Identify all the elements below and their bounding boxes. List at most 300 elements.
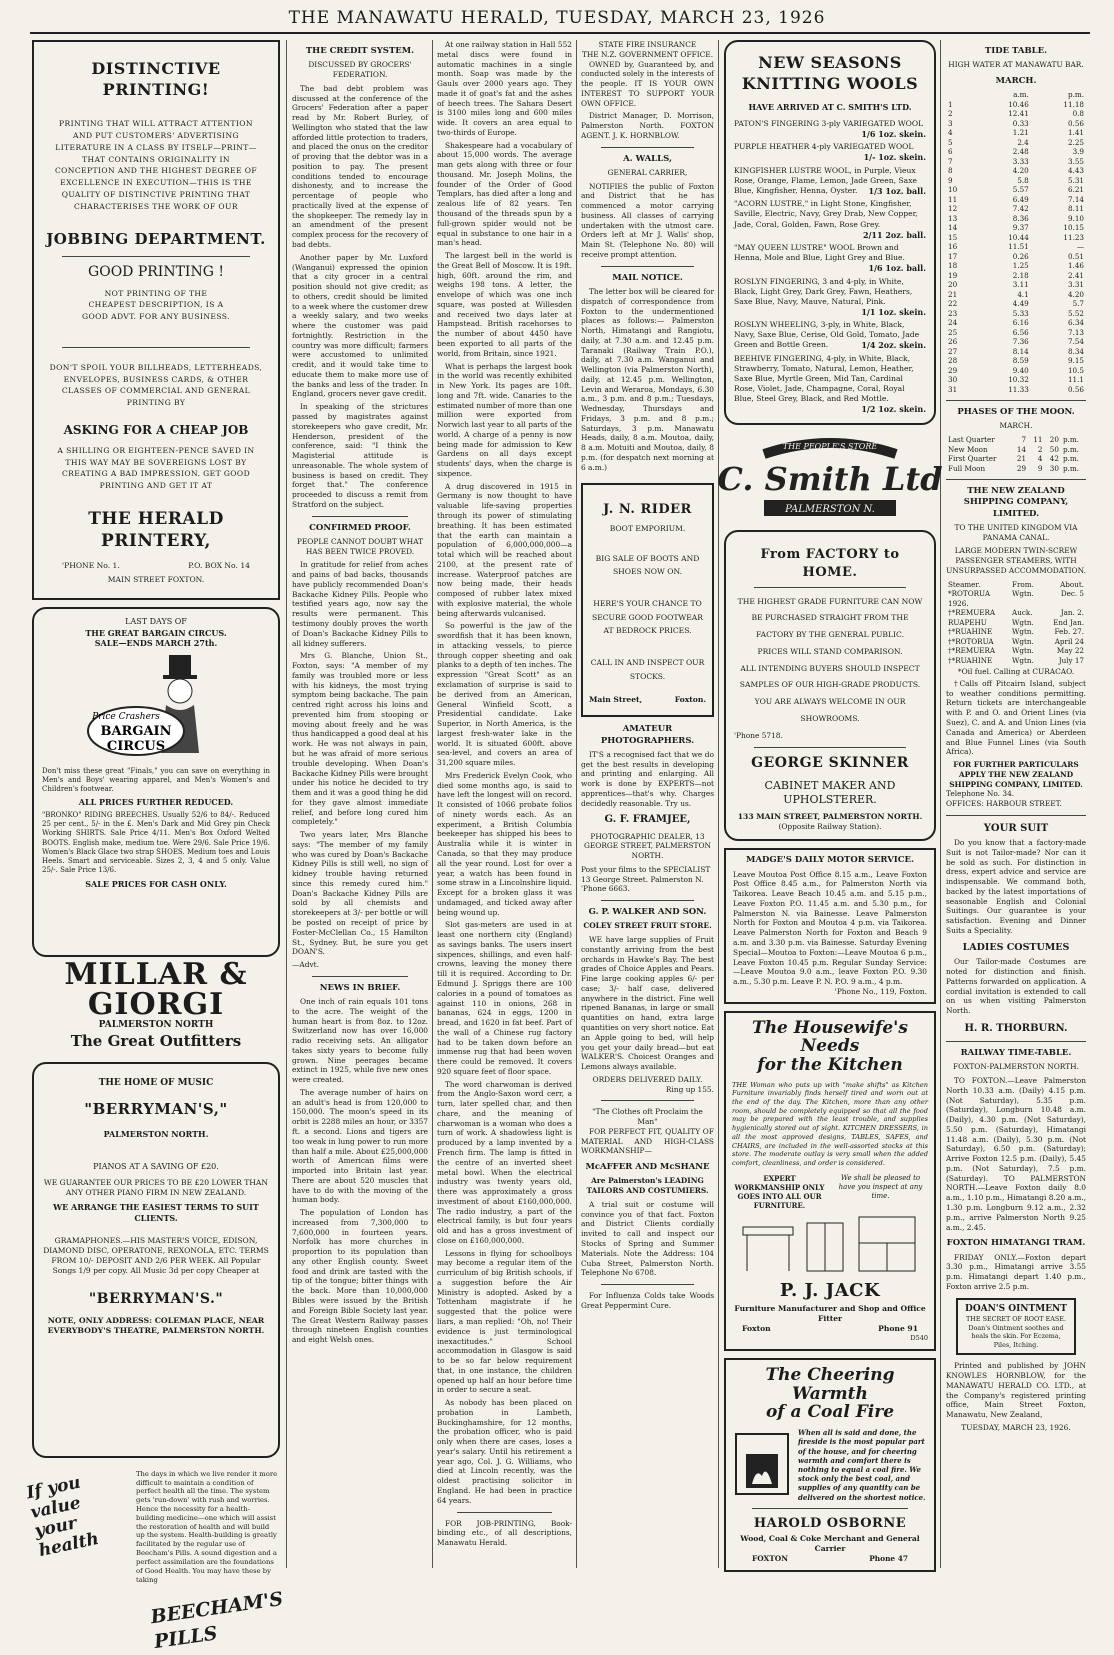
divider — [62, 347, 250, 348]
ship-offices: OFFICES: HARBOUR STREET. — [946, 799, 1062, 809]
tram-heading: FOXTON HIMATANGI TRAM. — [946, 1238, 1086, 1249]
tide-row — [946, 366, 1086, 376]
ship-further: FOR FURTHER PARTICULARS APPLY THE NEW ZEALAND SHIPPING COMPANY, LIMITED. — [949, 760, 1083, 789]
tide-row-cell: 8.11 — [1067, 204, 1084, 214]
jack-name: P. J. JACK — [779, 1279, 881, 1301]
tide-row-cell: 0.26 — [1012, 251, 1029, 261]
tide-row-cell: 7.54 — [1067, 337, 1084, 347]
tide-row — [946, 223, 1086, 233]
tide-row — [946, 195, 1086, 205]
rail-heading: RAILWAY TIME-TABLE. — [960, 1048, 1072, 1059]
column-divider — [940, 40, 941, 1568]
credit-subheading: DISCUSSED BY GROCERS' FEDERATION. — [308, 60, 412, 79]
divider — [62, 256, 250, 257]
madge-body: Leave Moutoa Post Office 8.15 a.m., Leave Foxton Post Office 8.45 a.m., for Palmerston North via Taikorea. Leave Beach 10.45 a.m. and 5.15 p.m., Leave Foxton P.O. 11.45 a.m. and 5.30 p.m., for Palmerston N. via Bainesse. Leave Palmerston North for Foxton and Moutoa 4 p.m. via Taikorea. Leave Palmerston North for Foxton and Beach 9 a.m. and 3.30 p.m. via Bainesse. Saturday Evening Special—Moutoa to Foxton:—Leave Moutoa 6 p.m., Leave Foxton 10.45 p.m. Regular Sunday Service:—Leave Moutoa 9.0 a.m., leave Foxton P.O. 9.30 a.m., 5.30 p.m. Leave P. N. P.O. 9 a.m., 4 p.m. — [733, 869, 927, 987]
tide-row-cell: 5.7 — [1072, 299, 1084, 309]
coal-title-2: of a Coal Fire — [765, 1402, 895, 1423]
framjee-post: Post your films to the SPECIALIST — [581, 864, 711, 874]
moon-table — [946, 435, 1086, 473]
moon-row — [946, 445, 1086, 455]
tide-row-cell: 6.34 — [1067, 318, 1084, 328]
tide-row-cell: 3.31 — [1067, 280, 1084, 290]
brief-para: So powerful is the jaw of the swordfish that it has been known, in attacking vessels, to pierce through copper sheeting and oak planks to a depth of ten inches. The expression "Great Scott" as an exclamation of surprise is said to be derived from an American, General Winfield Scott, a Presidential candidate. Lake Superior, in North America, is the largest fresh-water lake in the world. It is situated 600ft. above sea-level, and covers an area of 31,200 square miles. — [437, 621, 572, 768]
divider — [457, 1512, 552, 1513]
good-printing: GOOD PRINTING ! — [88, 264, 224, 281]
column-5 — [717, 40, 943, 1568]
coal-body: When all is said and done, the fireside is the most popular part of the house, and for cheering warmth and comfort there is nothing to equal a coal fire. We stock only the best coal, and supplies of any quantity can be delivered on the shortest notice. — [798, 1428, 926, 1502]
tide-row-cell: 28 — [948, 356, 958, 366]
rider-sub: BOOT EMPORIUM. — [609, 523, 686, 533]
ship-row — [946, 589, 1086, 599]
tide-row-cell: 8.34 — [1067, 346, 1084, 356]
ship-row-cell: Wgtn. — [1012, 617, 1034, 627]
tide-row-cell: 1 — [948, 99, 953, 109]
tide-row-cell: 22 — [948, 299, 958, 309]
tide-row — [946, 242, 1086, 252]
tide-row — [946, 318, 1086, 328]
wool-name: "MAY QUEEN LUSTRE" WOOL Brown and Henna, Mole and Blue, Light Grey and Blue. — [734, 243, 905, 263]
moon-row — [946, 464, 1086, 474]
divider — [601, 1284, 694, 1285]
ship-row-cell: *ROTORUA — [948, 589, 991, 599]
ship-row — [946, 608, 1086, 618]
skinner-address: 133 MAIN STREET, PALMERSTON NORTH. — [737, 811, 923, 821]
tide-row-cell: 5.33 — [1012, 308, 1029, 318]
moon-row — [946, 435, 1086, 445]
ladies-heading: LADIES COSTUMES — [962, 941, 1070, 953]
ship-row — [946, 599, 1086, 609]
ship-row-cell: Dec. 5 — [1060, 589, 1084, 599]
moon-row-cell: Full Moon — [948, 463, 986, 473]
brief-para: Slot gas-meters are used in at least one northern city (England) as savings banks. The users insert sixpences, shillings, and even half-crowns, leaving the money there till it is required. According to Dr. Edmund J. Spriggs there are 100 calories in a pound of tomatoes as against 110 in onions, 268 in bananas, 624 in eggs, 1200 in bread, and 1620 in fat beef. Part of the wall of a Chinese rug factory had to be taken down before an immense rug that had been woven there could be removed. It covers 920 square feet of floor space. — [437, 920, 572, 1076]
asking-cheap: ASKING FOR A CHEAP JOB — [63, 422, 249, 437]
tide-row-cell: 7 — [948, 156, 953, 166]
tide-row-cell: 1.25 — [1012, 261, 1029, 271]
moon-row-cell: 50 — [1049, 444, 1059, 454]
tide-row-cell: 26 — [948, 337, 958, 347]
tide-row-cell: 6 — [948, 147, 953, 157]
ship-telephone: Telephone No. 34. — [946, 789, 1015, 799]
moon-row-cell: 11 — [1033, 435, 1043, 445]
tide-col-pm: p.m. — [1068, 90, 1084, 100]
printery-pobox: P.O. BOX No. 14 — [188, 560, 250, 570]
jack-trade: Furniture Manufacturer and Shop and Office Fitter — [734, 1304, 926, 1324]
tide-row-cell: 16 — [948, 242, 958, 252]
divider — [754, 587, 906, 588]
printery-phone: 'PHONE No. 1. — [62, 560, 120, 570]
wool-name: KINGFISHER LUSTRE WOOL, in Purple, Vieux Rose, Orange, Flame, Lemon, Jade Green, Saxe Blue, Kingfisher, Henna, Oyster. — [734, 165, 917, 195]
beecham-ad — [24, 1469, 285, 1653]
ship-row-cell: Wgtn. — [1012, 655, 1034, 665]
walker-heading: G. P. WALKER AND SON. — [588, 907, 707, 918]
clothes-quote: "The Clothes oft Proclaim the Man" — [592, 1107, 703, 1127]
wool-price: 1/1 1oz. skein. — [861, 306, 926, 317]
divider — [601, 900, 694, 901]
stfi-heading-2: THE N.Z. GOVERNMENT OFFICE. — [581, 49, 714, 59]
jack-town: Foxton — [742, 1324, 771, 1334]
walls-body: NOTIFIES the public of Foxton and District that he has commenced a motor carrying business. All classes of carrying undertaken with the utmost care. Orders left at Mr J. Walls' shop, Main St. (Telephone No. 80) will receive prompt attention. — [581, 181, 714, 259]
tide-row — [946, 385, 1086, 395]
mail-body: The letter box will be cleared for dispatch of correspondence from Foxton to the undermentioned places as follows:— Palmerston North, Himatangi and Rangiotu, daily, at 7.30 a.m. and 12.45 p.m. Taranaki (Railway Train P.O.), daily, at 7.30 a.m. Wanganui and Wellington (via Palmerston North), daily, at 12.45 p.m. Wellington, Levin and Weraroa, Mondays, 6.30 a.m., 3 p.m. and 8 p.m.; Tuesdays, Wednesday, Thursdays and Fridays, 3 p.m. and 8 p.m.; Saturdays, 3 p.m. Manawatu Heads, daily, 8 a.m. Moutoa, daily, 8 a.m. Motuiti and Moutoa, daily, 8 p.m. (for despatch next morning at 6 a.m.) — [581, 286, 714, 472]
osborne-town: FOXTON — [752, 1554, 788, 1564]
walker-subheading: COLEY STREET FRUIT STORE. — [583, 921, 712, 931]
tide-row-cell: 10.44 — [1008, 232, 1029, 242]
wool-name: PURPLE HEATHER 4-ply VARIEGATED WOOL — [734, 142, 914, 152]
rider-town: Foxton. — [674, 695, 706, 705]
tide-row-cell: 3.11 — [1012, 280, 1029, 290]
walker-ring: Ring up 155. — [665, 1084, 714, 1094]
tide-row-cell: 6.16 — [1012, 318, 1029, 328]
tide-row-cell: 2 — [948, 109, 953, 119]
proof-para: Mrs G. Blanche, Union St., Foxton, says: "A member of my family was troubled more or less with his kidneys, the most trying symptom being backache. The pain centred right across his loins and prevented him from stooping or moving about freely and he was thus handicapped a good deal at his work. He was not always in pain, but he was afraid of more serious trouble developing. When Doan's Backache Kidney Pills were brought under his notice he decided to try them and it was a good thing he did for they gave almost immediate relief, and before long cured him completely." — [292, 651, 428, 827]
wool-item — [734, 354, 926, 415]
tide-row-cell: 2.41 — [1067, 270, 1084, 280]
news-heading: NEWS IN BRIEF. — [319, 982, 401, 993]
circus-banner-2b: CIRCUS — [106, 738, 166, 754]
tide-row-cell: 4.1 — [1017, 289, 1029, 299]
divider — [601, 1100, 694, 1101]
wool-title-2: KNITTING WOOLS — [741, 74, 919, 94]
wool-item — [734, 320, 926, 351]
printing-title: DISTINCTIVE PRINTING! — [91, 59, 221, 100]
herald-printery: THE HERALD PRINTERY, — [88, 508, 224, 552]
stfi-heading-1: STATE FIRE INSURANCE — [598, 40, 697, 49]
wool-price: 1/4 2oz. skein. — [861, 340, 926, 351]
beecham-script: If you value your health — [24, 1472, 101, 1561]
tide-row — [946, 252, 1086, 262]
imprint: Printed and published by JOHN KNOWLES HORNBLOW, for the MANAWATU HERALD CO. LTD., at the Company's registered printing office, Main Street Foxton, Manawatu, New Zealand, — [946, 1361, 1086, 1420]
wool-ad — [724, 40, 936, 425]
osborne-phone: Phone 47 — [869, 1554, 908, 1564]
wool-price: 2/11 2oz. ball. — [862, 229, 926, 240]
column-4 — [581, 40, 714, 1568]
ship-row-cell: April 24 — [1054, 636, 1084, 646]
fireplace-illustration — [732, 1428, 792, 1498]
printing-ad — [32, 40, 280, 600]
wool-arrived: HAVE ARRIVED AT C. SMITH'S LTD. — [748, 102, 912, 113]
mcaffer-body: A trial suit or costume will convince you of that fact. Foxton and District Clients cordially invited to call and inspect our Stocks of Spring and Summer Materials. Note the Address: 104 Cuba Street, Palmerston North. Telephone No 6708. — [581, 1199, 714, 1278]
coal-title-1: The Cheering Warmth — [765, 1365, 895, 1404]
news-para: One inch of rain equals 101 tons to the acre. The weight of the human heart is from 8oz. to 12oz. Switzerland now has over 16,000 radio receiving sets. An alligator takes sixty years to become fully grown. Nine peerages became extinct in 1925, while five new ones were created. — [292, 997, 428, 1085]
tide-row-cell: 7.42 — [1012, 204, 1029, 214]
proof-para: Two years later, Mrs Blanche says: "The member of my family who was cured by Doan's Backache Kidney Pills is still well, no sign of kidney trouble having returned since this remedy cured him." Doan's Backache Kidney Pills are sold by all chemists and storekeepers at 3/- per bottle or will be posted on receipt of price by Foster-McClellan Co., 15 Hamilton St., Sydney. But, be sure you get DOAN'S. — [292, 830, 428, 957]
rider-street: Main Street, — [589, 695, 643, 705]
tide-row — [946, 309, 1086, 319]
ship-row — [946, 627, 1086, 637]
brief-para: Shakespeare had a vocabulary of about 15,000 words. The average man gets along with three or four thousand. Mr. Joseph Molins, the founder of the Order of Good Templars, has died after a long and zealous life of 82 years. Ten thousand of the threads spun by a full-grown spider would not be equal in substance to one hair in a man's head. — [437, 140, 572, 248]
ship-row-cell: May 22 — [1056, 646, 1084, 656]
tide-row — [946, 157, 1086, 167]
ship-row-cell — [1042, 599, 1086, 609]
credit-para: The bad debt problem was discussed at the conference of the Grocers' Federation after a paper read by Mr. Robert Burley, of Wellington who stated that the law afforded little protection to traders, and placed the onus on the creditor of proving that the debtor was in a position to pay. The present conditions tended to encourage dishonesty, and to increase the percentage of people who practically lived at the expense of the shopkeeper. The remedy lay in an amendment of the present complex process for the recovery of bad debts. — [292, 83, 428, 249]
osborne-trade: Wood, Coal & Coke Merchant and General Carrier — [740, 1534, 920, 1554]
ship-to: TO THE UNITED KINGDOM VIA PANAMA CANAL. — [954, 522, 1078, 542]
tide-row — [946, 128, 1086, 138]
millar-giorgi-logo — [32, 957, 280, 1052]
brief-para: The largest bell in the world is the Great Bell of Moscow. It is 19ft. high, 60ft. around the rim, and weighs 198 tons. A letter, the envelope of which was one inch square, was posted at Willesden and received two days later at Hampstead. British racehorses to the number of about 4450 have been exported to all parts of the world, from Britain, since 1921. — [437, 251, 572, 358]
housewife-title-2: for the Kitchen — [757, 1054, 903, 1075]
ship-row-cell: Feb. 27. — [1054, 627, 1084, 637]
rider-ad — [581, 483, 714, 718]
brief-para: The word charwoman is derived from the Anglo-Saxon word cerr, a turn, later spelled char, and then chare, and the meaning of charwoman is a woman who does a turn of work. A shadowless light is produced by a lamp invented by a French firm. The lamp is fitted in the centre of an inverted sheet metal bowl. When the electrical industry was twenty years old, there was approximately a gross investment of about £160,000,000. The radio industry, a part of the electrical family, is but four years old and has a gross investment of close on £160,000,000. — [437, 1079, 572, 1245]
circus-cash: SALE PRICES FOR CASH ONLY. — [85, 878, 227, 889]
divider — [312, 516, 408, 517]
tide-row — [946, 204, 1086, 214]
tide-row-cell: 0.51 — [1067, 251, 1084, 261]
berry-home: THE HOME OF MUSIC — [98, 1077, 214, 1088]
tide-row-cell: 5.31 — [1067, 175, 1084, 185]
divider — [754, 747, 906, 748]
walls-subheading: GENERAL CARRIER, — [607, 167, 688, 177]
doans-body: THE SECRET OF ROOT EASE. Doan's Ointment soothes and heals the skin. For Eczema, Piles, Itching. — [966, 1315, 1066, 1349]
proof-para: In gratitude for relief from aches and pains of bad backs, thousands have publicly recommended Doan's Backache Kidney Pills. People who testified years ago, now say the results were permanent. This testimony doubly proves the worth of Doan's Backache Kidney Pills to all kidney sufferers. — [292, 560, 428, 648]
framjee-address: 13 George Street. Palmerston N. 'Phone 6663. — [581, 874, 704, 894]
moon-row — [946, 454, 1086, 464]
wool-item — [734, 166, 926, 197]
brief-para: What is perhaps the largest book in the world was recently exhibited in New York. Its pages are 10ft. long and 7ft. wide. Canaries to the estimated number of more than one million were exported from Norwich last year to all parts of the world. A charge of a penny is now being made for admission to Kew Gardens on all days except students' days, when the charge is sixpence. — [437, 361, 572, 478]
tide-row — [946, 328, 1086, 338]
column-divider — [286, 40, 287, 1568]
ringmaster-illustration — [81, 653, 231, 763]
divider — [601, 147, 694, 148]
tide-row-cell: 29 — [948, 365, 958, 375]
tide-row-cell: 0.33 — [1012, 118, 1029, 128]
tide-row — [946, 100, 1086, 110]
proof-subheading: PEOPLE CANNOT DOUBT WHAT HAS BEEN TWICE PROVED. — [296, 536, 424, 556]
moon-row-cell: 42 — [1049, 454, 1059, 464]
factory-line-3: ALL INTENDING BUYERS SHOULD INSPECT SAMPLES OF OUR HIGH-GRADE PRODUCTS. — [739, 663, 921, 690]
moon-heading: PHASES OF THE MOON. — [957, 407, 1075, 418]
divider — [946, 479, 1086, 480]
circus-banner-2a: BARGAIN — [100, 723, 172, 739]
moon-row-cell: 29 — [1016, 463, 1027, 473]
tide-row-cell: 18 — [948, 261, 958, 271]
tide-row-cell: 2.48 — [1012, 147, 1029, 157]
tide-row — [946, 261, 1086, 271]
moon-row-cell: p.m. — [1062, 444, 1079, 454]
tide-row-cell: 3 — [948, 118, 953, 128]
tide-month: MARCH. — [995, 75, 1037, 86]
tide-row-cell: 6.56 — [1012, 327, 1029, 337]
tide-row-cell: 4.49 — [1012, 299, 1029, 309]
ship-row-cell: End Jan. — [1053, 617, 1084, 627]
circus-ends: SALE—ENDS MARCH 27th. — [94, 638, 218, 649]
column-1 — [24, 40, 285, 1653]
factory-phone: 'Phone 5718. — [734, 731, 783, 741]
tide-row-cell: 31 — [948, 384, 958, 394]
mcaffer-sub: Are Palmerston's LEADING TAILORS AND COSTUMIERS. — [586, 1176, 709, 1196]
tide-row — [946, 109, 1086, 119]
factory-line-2: PRICES WILL STAND COMPARISON. — [757, 646, 903, 656]
wool-price: 1/3 1oz. ball. — [868, 185, 926, 196]
tide-row-cell: 6.21 — [1067, 185, 1084, 195]
clothes-body: FOR PERFECT FIT, QUALITY OF MATERIAL AND HIGH-CLASS WORKMANSHIP— — [581, 1126, 714, 1156]
brief-para: Mrs Frederick Evelyn Cook, who died some months ago, is said to have left the longest will on record. It consisted of 1066 probate folios of ninety words each. As an experiment, a British Columbia beekeeper has shipped his bees to Australia while it is winter in Canada, so that they may produce all the year round. Lost for over a year, a watch has been found in some straw in a Lincolnshire liquid. Except for a broken glass it was undamaged, and ticked away after being wound up. — [437, 770, 572, 917]
stfi-body: OWNED by, Guaranteed by, and conducted solely in the interests of the people. IT IS YOUR OWN INTEREST TO SUPPORT YOUR OWN OFFICE. — [581, 59, 714, 108]
tide-row-cell: 9 — [948, 175, 953, 185]
circus-ad — [32, 607, 280, 957]
divider — [752, 1508, 908, 1509]
good-printing-text: NOT PRINTING OF THE CHEAPEST DESCRIPTION, IS A GOOD ADVT. FOR ANY BUSINESS. — [82, 288, 230, 322]
tide-row-cell: 25 — [948, 327, 958, 337]
circus-items: "BRONKO" RIDING BREECHES. Usually 52/6 to 84/-. Reduced 25 per cent., 5/- in the £. Men's Dark and Mid Grey pin Check Working SHIRTS. Sale Price 4/11. Men's Box Oxford Welted BOOTS. English make, medium toe. Were 29/6. Sale Price 19/6. Women's Black Glace two strap SHOES. Medium toes and Louis Heels. Smart and serviceable. Sizes 2, 3, 4 and 5 only. Value 25/-. Sale Price 13/6. — [42, 810, 270, 875]
imprint-date: TUESDAY, MARCH 23, 1926. — [961, 1422, 1071, 1432]
credit-para: Another paper by Mr. Luxford (Wanganui) expressed the opinion that a city grocer in a central position should not give credit; as to others, credit should be limited to a week where the customer drew a weekly salary, and two weeks where the customer was paid fortnightly. Restriction in the country was more difficult; farmers were accustomed to unlimited credit, and it would take time to educate them to make more use of the banks and less of the trader. In England, grocers never gave credit. — [292, 252, 428, 399]
berry-note: NOTE, ONLY ADDRESS: COLEMAN PLACE, NEAR EVERYBODY'S THEATRE, PALMERSTON NORTH. — [47, 1316, 265, 1336]
ship-row — [946, 637, 1086, 647]
housewife-expert: EXPERT WORKMANSHIP ONLY GOES INTO ALL OUR FURNITURE. — [734, 1173, 825, 1211]
tide-row-cell: 7.36 — [1012, 337, 1029, 347]
ship-col-from: From. — [1012, 579, 1034, 589]
wool-name: ROSLYN FINGERING, 3 and 4-ply, in White, Black, Light Grey, Dark Grey, Fawn, Heathers, Saxe Blue, Navy, Mauve, Natural, Pink. — [734, 276, 913, 306]
divider — [946, 815, 1086, 816]
tide-row-cell: 17 — [948, 251, 958, 261]
tide-row-cell: 11.23 — [1063, 232, 1084, 242]
tide-row-cell: 8 — [948, 166, 953, 176]
doans-ad — [956, 1298, 1076, 1356]
moon-row-cell: p.m. — [1062, 463, 1079, 473]
ship-row-cell: †*RUAHINE — [948, 627, 993, 637]
tide-row — [946, 299, 1086, 309]
divider — [601, 266, 694, 267]
ship-row-cell: †*ROTORUA — [948, 636, 994, 646]
moon-month: MARCH. — [999, 421, 1033, 431]
ship-row-cell: †*REMUERA — [948, 646, 996, 656]
tide-row-cell: 11.1 — [1067, 375, 1084, 385]
moon-row-cell: 14 — [1016, 444, 1027, 454]
tide-row-cell: 27 — [948, 346, 958, 356]
tide-row-cell: 10.5 — [1067, 365, 1084, 375]
tide-col-am: a.m. — [1013, 90, 1029, 100]
moon-row-cell: 7 — [1021, 435, 1027, 445]
tram-body: FRIDAY ONLY.—Foxton depart 3.30 p.m., Himatangi arrive 3.55 p.m. Himatangi depart 1.40 p.m., Foxton arrive 2.5 p.m. — [946, 1252, 1086, 1291]
column-3 — [437, 40, 572, 1568]
tide-row — [946, 356, 1086, 366]
skinner-trade: CABINET MAKER AND UPHOLSTERER. — [764, 778, 896, 807]
masthead: THE MANAWATU HERALD, TUESDAY, MARCH 23, 1926 — [288, 8, 826, 28]
wool-item — [734, 199, 926, 240]
tide-row-cell: 9.10 — [1067, 213, 1084, 223]
walker-orders: ORDERS DELIVERED DAILY. — [592, 1074, 703, 1084]
tide-row — [946, 290, 1086, 300]
credit-heading: THE CREDIT SYSTEM. — [305, 46, 415, 56]
factory-title: From FACTORY to HOME. — [760, 547, 900, 580]
news-para: The average number of hairs on an adult's head is from 120,000 to 150,000. The moon's speed in its orbit is 2288 miles an hour, or 3357 ft. a second. Lions and tigers are too weak in lung power to run more than half a mile. About £25,000,000 worth of American films were imported into Britain last year. There are about 520 muscles that have to do with the moving of the human body. — [292, 1087, 428, 1205]
tide-row-cell: 30 — [948, 375, 958, 385]
housewife-ad — [724, 1011, 936, 1351]
smith-name: C. Smith Ltd — [717, 460, 943, 499]
tide-row — [946, 138, 1086, 148]
tide-row-cell: 0.56 — [1067, 118, 1084, 128]
tide-row-cell: 9.40 — [1012, 365, 1029, 375]
tide-row — [946, 119, 1086, 129]
ladies-body: Our Tailor-made Costumes are noted for distinction and finish. Patterns forwarded on application. A cordial invitation is extended to call on us when visiting Palmerston North. — [946, 957, 1086, 1016]
ship-row — [946, 618, 1086, 628]
tide-row-cell: 11.18 — [1063, 99, 1084, 109]
tide-row-cell: 4.20 — [1067, 289, 1084, 299]
ship-row — [946, 656, 1086, 666]
rider-line-3: CALL IN AND INSPECT OUR STOCKS. — [590, 657, 705, 681]
tide-row-cell: 2.4 — [1017, 137, 1029, 147]
tide-row-cell: 10.15 — [1063, 223, 1084, 233]
ship-row-cell: 1926. — [948, 598, 969, 608]
advt-label: —Advt. — [292, 960, 319, 970]
tide-row — [946, 233, 1086, 243]
amateur-heading: AMATEUR PHOTOGRAPHERS. — [600, 724, 695, 746]
tide-row-cell: 21 — [948, 289, 958, 299]
tide-row-cell: 24 — [948, 318, 958, 328]
wool-name: PATON'S FINGERING 3-ply VARIEGATED WOOL — [734, 118, 924, 128]
tide-row — [946, 147, 1086, 157]
walls-heading: A. WALLS, — [623, 153, 672, 164]
ship-row — [946, 646, 1086, 656]
wool-item — [734, 119, 926, 140]
moon-row-cell: New Moon — [948, 444, 988, 454]
wool-price: 1/6 1oz. ball. — [868, 263, 926, 274]
moon-row-cell: p.m. — [1062, 454, 1079, 464]
job-printing-note: FOR JOB-PRINTING, Book-binding etc., of all descriptions, Manawatu Herald. — [437, 1518, 572, 1548]
ship-table — [946, 580, 1086, 666]
skinner-opposite: (Opposite Railway Station). — [778, 821, 882, 831]
wool-price: 1/- 1oz. skein. — [863, 152, 926, 163]
tide-row-cell: 8.14 — [1012, 346, 1029, 356]
tide-row — [946, 166, 1086, 176]
tide-row-cell: 5.8 — [1017, 175, 1029, 185]
tide-row-cell: 4.43 — [1067, 166, 1084, 176]
skinner-name: GEORGE SKINNER — [751, 755, 909, 772]
tide-row-cell: 20 — [948, 280, 958, 290]
berry-town: PALMERSTON NORTH. — [103, 1129, 209, 1140]
wool-list — [734, 119, 926, 415]
ship-col-about: About. — [1060, 579, 1084, 589]
divider — [946, 400, 1086, 401]
tide-row-cell: 8.36 — [1012, 213, 1029, 223]
tide-row — [946, 280, 1086, 290]
divider — [946, 1041, 1086, 1042]
tide-row-cell: 3.33 — [1012, 156, 1029, 166]
ship-heading: THE NEW ZEALAND SHIPPING COMPANY, LIMITED. — [963, 486, 1069, 519]
beecham-brand: BEECHAM'S PILLS — [149, 1587, 285, 1653]
jack-code: D540 — [910, 1334, 928, 1343]
moon-row-cell: 30 — [1049, 463, 1059, 473]
tide-row-cell: 2.25 — [1067, 137, 1084, 147]
tide-row-cell: 15 — [948, 232, 958, 242]
berry-pianos: PIANOS AT A SAVING OF £20. — [93, 1161, 219, 1171]
framjee-name: G. F. FRAMJEE, — [604, 814, 691, 826]
tide-row-cell: 1.41 — [1067, 128, 1084, 138]
dont-spoil: DON'T SPOIL YOUR BILLHEADS, LETTERHEADS, ENVELOPES, BUSINESS CARDS, & OTHER CLASSES OF COMMERCIAL AND GENERAL PRINTING BY — [49, 362, 263, 408]
suit-body: Do you know that a factory-made Suit is not Tailor-made? Nor can it be sold as such. For distinction in dress, expert advice and service are indispensable. We command both, backed by the latest importations of seasonable English and Colonial Suitings. Our guarantee is your satisfaction. Evening and Dinner Suits a Speciality. — [946, 838, 1086, 935]
column-6 — [946, 40, 1086, 1568]
ship-row-cell — [1010, 599, 1042, 609]
tide-row-cell: 1.46 — [1067, 261, 1084, 271]
tide-row-cell: 4 — [948, 128, 953, 138]
thorburn-name: H. R. THORBURN. — [964, 1022, 1068, 1034]
circus-miss: Don't miss these great "Finals," you can save on everything in Men's and Boys' wearing apparel, and Men's Women's and Children's footwear. — [42, 766, 270, 794]
ship-row-cell: †*REMUERA — [948, 608, 996, 618]
tide-row-cell: 5.57 — [1012, 185, 1029, 195]
jobbing-dept: JOBBING DEPARTMENT. — [46, 230, 266, 249]
tide-row — [946, 337, 1086, 347]
tide-heading: TIDE TABLE. — [984, 46, 1048, 56]
circus-days: LAST DAYS OF — [125, 617, 187, 626]
tide-row-cell: 1.21 — [1012, 128, 1029, 138]
wool-item — [734, 277, 926, 318]
tide-row — [946, 214, 1086, 224]
berry-name: "BERRYMAN'S," — [84, 1099, 228, 1118]
column-divider — [576, 40, 577, 1568]
proof-heading: CONFIRMED PROOF. — [309, 522, 411, 533]
